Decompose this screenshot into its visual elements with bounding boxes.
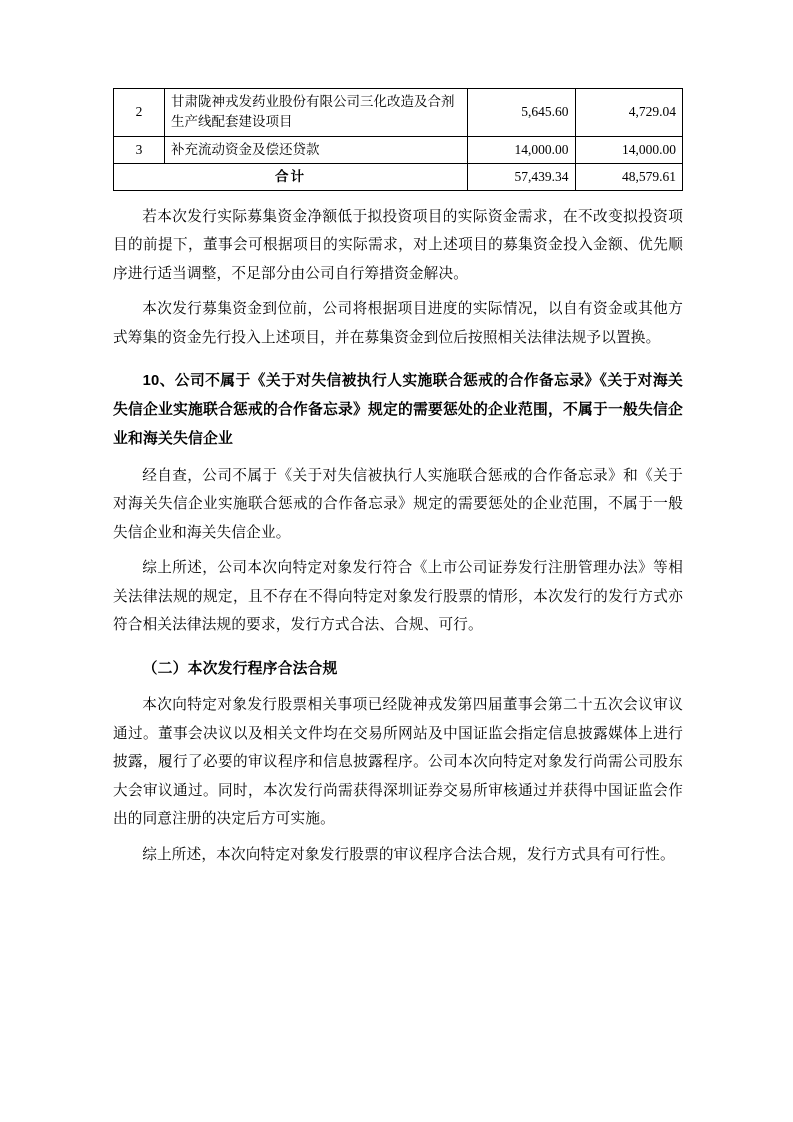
paragraph-conclusion-procedure: 综上所述，本次向特定对象发行股票的审议程序合法合规，发行方式具有可行性。 <box>142 846 675 863</box>
heading-section-2: （二）本次发行程序合法合规 <box>142 660 338 677</box>
paragraph-self-inspection: 经自查，公司不属于《关于对失信被执行人实施联合惩戒的合作备忘录》和《关于对海关失信企业实施联合惩戒的合作备忘录》规定的需要惩处的企业范围，不属于一般失信企业和海关失信企业。 <box>113 467 683 541</box>
row-project-name: 甘肃陇神戎发药业股份有限公司三化改造及合剂生产线配套建设项目 <box>165 89 468 137</box>
row-project-name: 补充流动资金及偿还贷款 <box>165 136 468 163</box>
spacer <box>113 683 683 691</box>
row-raised-funds: 4,729.04 <box>575 89 683 137</box>
row-total-investment: 14,000.00 <box>468 136 576 163</box>
row-total-investment: 5,645.60 <box>468 89 576 137</box>
row-number: 2 <box>114 89 165 137</box>
paragraph-bridge-funding: 本次发行募集资金到位前，公司将根据项目进度的实际情况，以自有资金或其他方式筹集的资金先行投入上述项目，并在募集资金到位后按照相关法律法规予以置换。 <box>113 301 683 346</box>
paragraph-approval-procedure: 本次向特定对象发行股票相关事项已经陇神戎发第四届董事会第二十五次会议审议通过。董事会决议以及相关文件均在交易所网站及中国证监会指定信息披露媒体上进行披露，履行了必要的审议程序和信息披露程序。公司本次向特定对象发行尚需公司股东大会审议通过。同时，本次发行尚需获得深圳证券交易所审核通过并获得中国证监会作出的同意注册的决定后方可实施。 <box>113 697 683 828</box>
paragraph-conclusion-issuance: 综上所述，公司本次向特定对象发行符合《上市公司证券发行注册管理办法》等相关法律法规的规定，且不存在不得向特定对象发行股票的情形，本次发行的发行方式亦符合相关法律法规的要求，发行方式合法、合规、可行。 <box>113 560 683 634</box>
table-row <box>114 89 683 137</box>
total-investment: 57,439.34 <box>468 163 576 190</box>
spacer <box>113 191 683 203</box>
row-raised-funds: 14,000.00 <box>575 136 683 163</box>
paragraph-shortfall-adjustment: 若本次发行实际募集资金净额低于拟投资项目的实际资金需求，在不改变拟投资项目的前提下，董事会可根据项目的实际需求，对上述项目的募集资金投入金额、优先顺序进行适当调整，不足部分由公司自行筹措资金解决。 <box>113 209 683 282</box>
heading-item-10: 10、公司不属于《关于对失信被执行人实施联合惩戒的合作备忘录》《关于对海关失信企业实施联合惩戒的合作备忘录》规定的需要惩处的企业范围，不属于一般失信企业和海关失信企业 <box>113 373 683 447</box>
total-label: 合计 <box>114 163 468 190</box>
table-total-row <box>114 163 683 190</box>
spacer <box>113 454 683 462</box>
page-content <box>113 88 683 869</box>
fund-usage-table <box>113 88 683 191</box>
row-number: 3 <box>114 136 165 163</box>
total-raised-funds: 48,579.61 <box>575 163 683 190</box>
table-row <box>114 136 683 163</box>
spacer <box>113 647 683 655</box>
spacer <box>113 359 683 367</box>
